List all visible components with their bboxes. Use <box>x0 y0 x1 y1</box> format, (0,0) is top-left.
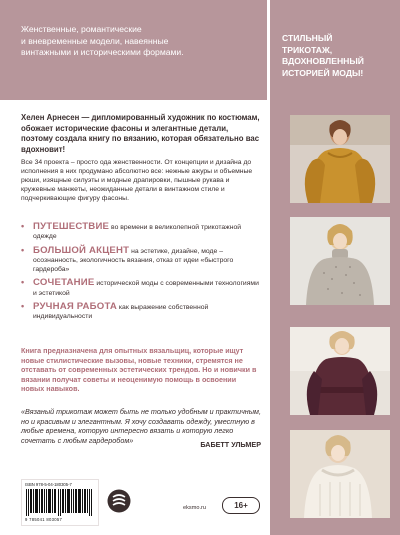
right-headline <box>282 33 392 79</box>
barcode-number: 9 785041 803057 <box>25 517 63 522</box>
quote-text: «Вязаный трикотаж может быть не только удобным и практичным, но и красивым и элегантным. Я хочу создавать одежду, уместную в любые времена, которую интересно вязать и которую легко сочетать с любым гардеробом» <box>21 407 261 445</box>
feature-text: как выражение собственной индивидуальности <box>33 304 209 321</box>
barcode-bars-icon <box>26 489 94 516</box>
feature-keyword: СОЧЕТАНИЕ <box>33 277 95 289</box>
intro-paragraph: Хелен Арнесен — дипломированный художник по костюмам, обожает исторические фасоны и элегантные детали, поэтому создала книгу по вязанию, которая обязательно вас вдохновит! <box>21 113 260 154</box>
publisher-site: eksmo.ru <box>183 505 207 511</box>
feature-item <box>21 222 261 242</box>
headline-line: ВДОХНОВЛЕННЫЙ <box>282 56 364 66</box>
hero-block <box>0 0 267 100</box>
bullet-icon: • <box>21 301 25 312</box>
photo-burgundy-sweater <box>290 327 390 415</box>
feature-keyword: РУЧНАЯ РАБОТА <box>33 301 118 313</box>
feature-item <box>21 302 261 322</box>
photo-mustard-sweater <box>290 115 390 203</box>
bullet-icon: • <box>21 244 25 255</box>
feature-text: на эстетике, дизайне, моде – осознанность, экологичность вязания, отказ от идеи «быстрого гардероба» <box>33 247 234 274</box>
feature-text: во времени в великолепной трикотажной одежде <box>33 224 242 241</box>
barcode <box>21 479 99 526</box>
headline-line: СТИЛЬНЫЙ <box>282 33 333 43</box>
bullet-icon: • <box>21 277 25 288</box>
feature-item <box>21 246 261 275</box>
age-rating-badge: 16+ <box>222 497 260 514</box>
headline-line: ИСТОРИЕЙ МОДЫ! <box>282 67 364 78</box>
feature-text: исторической моды с современными технологиями и эстетикой <box>33 280 259 297</box>
headline-line: ТРИКОТАЖ, <box>282 44 333 55</box>
feature-item <box>21 278 261 298</box>
bullet-icon: • <box>21 221 25 231</box>
hero-line: винтажными и историческими формами. <box>21 47 184 57</box>
photo-grey-turtleneck <box>290 217 390 305</box>
feature-list <box>21 222 261 326</box>
feature-keyword: БОЛЬШОЙ АКЦЕНТ <box>33 244 130 256</box>
hero-line: Женственные, романтические <box>21 24 142 34</box>
description-paragraph: Все 34 проекта – просто ода женственности. От концепции и дизайна до исполнения в них продумано абсолютно все: нежные ажуры и объемные рюши, изящные силуэты и модные драпировки, пышные рукава и кружевные манжеты, неожиданные детали в винтажном стиле и подчеркивающие фигуру фасоны. <box>21 159 253 203</box>
isbn-label: ISBN 978-5-04-180305-7 <box>25 482 72 487</box>
eksmo-logo-icon <box>107 489 131 513</box>
quote-author: БАБЕТТ УЛЬМЕР <box>200 440 261 449</box>
photo-cream-knit <box>290 430 390 518</box>
feature-keyword: ПУТЕШЕСТВИЕ <box>33 221 110 232</box>
hero-line: и вневременные модели, навеянные <box>21 35 169 46</box>
audience-paragraph: Книга предназначена для опытных вязальщиц, которые ищут новые стилистические вызовы, новые техники, стремятся не отставать от современных эстетических трендов. Но и новички в вязании получат советы и неоценимую помощь в освоении новых навыков. <box>21 346 257 394</box>
